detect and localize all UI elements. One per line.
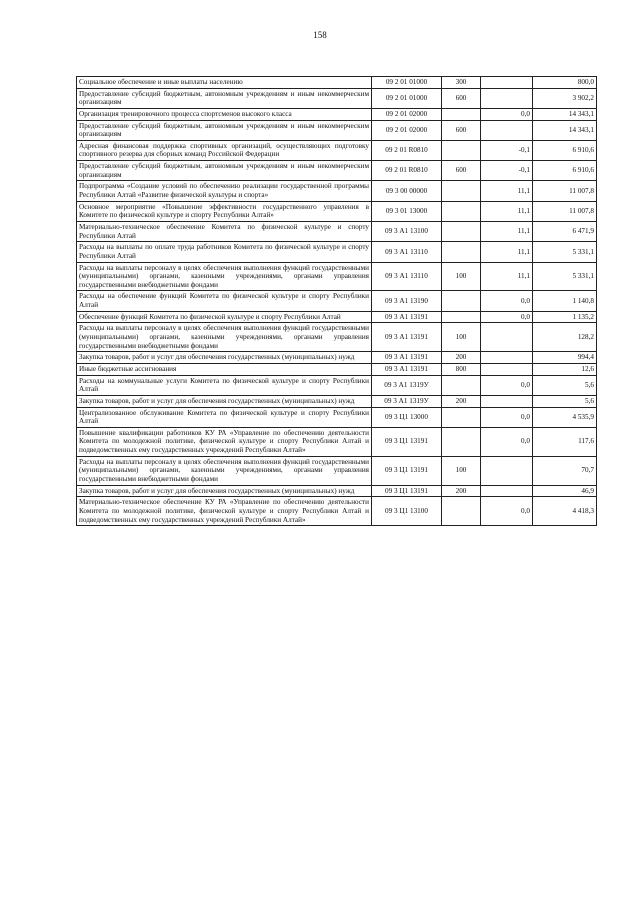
- row-total-cell: 5,6: [533, 375, 597, 395]
- row-name-cell: Расходы на коммунальные услуги Комитета по физической культуре и спорту Республики Алтай: [77, 375, 372, 395]
- row-code-cell: 09 2 01 R0810: [372, 161, 442, 181]
- page-number: 158: [313, 30, 327, 40]
- table-row: [77, 497, 597, 526]
- table-row: [77, 311, 597, 323]
- row-total-cell: 70,7: [533, 456, 597, 485]
- table-row: [77, 375, 597, 395]
- row-code-cell: 09 3 Ц1 13191: [372, 456, 442, 485]
- row-change-cell: 11,1: [481, 181, 533, 201]
- row-expense-type-cell: [442, 221, 481, 241]
- row-expense-type-cell: [442, 375, 481, 395]
- budget-table: [76, 76, 597, 526]
- row-code-cell: 09 3 А1 13110: [372, 262, 442, 291]
- row-total-cell: 994,4: [533, 352, 597, 364]
- row-total-cell: 5 331,1: [533, 242, 597, 262]
- table-row: [77, 77, 597, 89]
- table-row: [77, 456, 597, 485]
- table-row: [77, 120, 597, 140]
- row-total-cell: 128,2: [533, 323, 597, 352]
- row-name-cell: Подпрограмма «Создание условий по обеспечению реализации государственной программы Республики Алтай «Развитие физической культуры и спорта»: [77, 181, 372, 201]
- row-code-cell: 09 3 01 13000: [372, 201, 442, 221]
- row-change-cell: [481, 395, 533, 407]
- row-code-cell: 09 2 01 R0810: [372, 140, 442, 160]
- row-code-cell: 09 3 А1 13110: [372, 242, 442, 262]
- row-change-cell: 0,0: [481, 427, 533, 456]
- row-expense-type-cell: [442, 311, 481, 323]
- row-change-cell: 11,1: [481, 242, 533, 262]
- row-expense-type-cell: [442, 108, 481, 120]
- table-row: [77, 140, 597, 160]
- row-total-cell: 5,6: [533, 395, 597, 407]
- row-code-cell: 09 3 А1 13191: [372, 311, 442, 323]
- row-total-cell: 6 910,6: [533, 140, 597, 160]
- row-name-cell: Предоставление субсидий бюджетным, автономным учреждениям и иным некоммерческим организациям: [77, 88, 372, 108]
- row-name-cell: Иные бюджетные ассигнования: [77, 363, 372, 375]
- row-change-cell: [481, 485, 533, 497]
- row-code-cell: 09 3 А1 1319У: [372, 395, 442, 407]
- row-name-cell: Закупка товаров, работ и услуг для обеспечения государственных (муниципальных) нужд: [77, 395, 372, 407]
- row-expense-type-cell: [442, 242, 481, 262]
- row-change-cell: 11,1: [481, 221, 533, 241]
- row-change-cell: -0,1: [481, 140, 533, 160]
- row-change-cell: [481, 77, 533, 89]
- row-total-cell: 4 418,3: [533, 497, 597, 526]
- row-total-cell: 6 471,9: [533, 221, 597, 241]
- table-row: [77, 221, 597, 241]
- row-expense-type-cell: 100: [442, 456, 481, 485]
- row-name-cell: Повышение квалификации работников КУ РА «Управление по обеспечению деятельности Комитета по молодежной политике, физической культуре и спорту Республики Алтай и подведомственных ему государственных учреждений Республики Алтай»: [77, 427, 372, 456]
- row-code-cell: 09 3 Ц1 13000: [372, 407, 442, 427]
- row-change-cell: 0,0: [481, 407, 533, 427]
- row-total-cell: 117,6: [533, 427, 597, 456]
- row-expense-type-cell: [442, 427, 481, 456]
- row-code-cell: 09 3 А1 1319У: [372, 375, 442, 395]
- row-total-cell: 12,6: [533, 363, 597, 375]
- row-expense-type-cell: [442, 291, 481, 311]
- row-change-cell: -0,1: [481, 161, 533, 181]
- table-row: [77, 108, 597, 120]
- row-expense-type-cell: [442, 201, 481, 221]
- row-expense-type-cell: 200: [442, 485, 481, 497]
- row-expense-type-cell: 100: [442, 323, 481, 352]
- row-name-cell: Материально-техническое обеспечение КУ РА «Управление по обеспечению деятельности Комитета по молодежной политике, физической культуре и спорту Республики Алтай и подведомственных ему государственных учреждений Республики Алтай»: [77, 497, 372, 526]
- row-expense-type-cell: 600: [442, 88, 481, 108]
- row-code-cell: 09 3 Ц1 13191: [372, 427, 442, 456]
- row-total-cell: 4 535,9: [533, 407, 597, 427]
- row-code-cell: 09 2 01 02000: [372, 108, 442, 120]
- row-total-cell: 3 902,2: [533, 88, 597, 108]
- row-change-cell: 11,1: [481, 262, 533, 291]
- row-expense-type-cell: 200: [442, 395, 481, 407]
- row-code-cell: 09 3 А1 13191: [372, 363, 442, 375]
- table-row: [77, 363, 597, 375]
- row-total-cell: 5 331,1: [533, 262, 597, 291]
- row-total-cell: 46,9: [533, 485, 597, 497]
- row-total-cell: 800,0: [533, 77, 597, 89]
- row-expense-type-cell: 200: [442, 352, 481, 364]
- row-expense-type-cell: [442, 181, 481, 201]
- table-row: [77, 407, 597, 427]
- table-row: [77, 161, 597, 181]
- row-change-cell: [481, 120, 533, 140]
- row-code-cell: 09 3 Ц1 13191: [372, 485, 442, 497]
- table-row: [77, 291, 597, 311]
- row-name-cell: Централизованное обслуживание Комитета по физической культуре и спорту Республики Алтай: [77, 407, 372, 427]
- row-code-cell: 09 3 А1 13190: [372, 291, 442, 311]
- row-change-cell: [481, 363, 533, 375]
- row-change-cell: [481, 456, 533, 485]
- row-expense-type-cell: [442, 497, 481, 526]
- row-change-cell: 0,0: [481, 497, 533, 526]
- table-row: [77, 427, 597, 456]
- row-name-cell: Предоставление субсидий бюджетным, автономным учреждениям и иным некоммерческим организациям: [77, 120, 372, 140]
- row-name-cell: Адресная финансовая поддержка спортивных организаций, осуществляющих подготовку спортивного резерва для сборных команд Российской Федерации: [77, 140, 372, 160]
- row-code-cell: 09 2 01 01000: [372, 88, 442, 108]
- row-change-cell: 11,1: [481, 201, 533, 221]
- row-total-cell: 1 135,2: [533, 311, 597, 323]
- row-name-cell: Обеспечение функций Комитета по физической культуре и спорту Республики Алтай: [77, 311, 372, 323]
- row-expense-type-cell: [442, 140, 481, 160]
- row-name-cell: Расходы на выплаты персоналу в целях обеспечения выполнения функций государственными (муниципальными) органами, казенными учреждениями, органами управления государственными внебюджетными фондами: [77, 456, 372, 485]
- table-row: [77, 88, 597, 108]
- row-change-cell: 0,0: [481, 375, 533, 395]
- row-name-cell: Закупка товаров, работ и услуг для обеспечения государственных (муниципальных) нужд: [77, 485, 372, 497]
- row-expense-type-cell: 600: [442, 161, 481, 181]
- row-code-cell: 09 2 01 02000: [372, 120, 442, 140]
- row-expense-type-cell: 600: [442, 120, 481, 140]
- row-change-cell: 0,0: [481, 311, 533, 323]
- row-code-cell: 09 3 А1 13191: [372, 352, 442, 364]
- row-total-cell: 14 343,1: [533, 108, 597, 120]
- row-total-cell: 11 007,8: [533, 201, 597, 221]
- table-row: [77, 323, 597, 352]
- row-code-cell: 09 3 Ц1 13100: [372, 497, 442, 526]
- row-total-cell: 1 140,8: [533, 291, 597, 311]
- row-change-cell: [481, 352, 533, 364]
- row-expense-type-cell: 100: [442, 262, 481, 291]
- row-name-cell: Расходы на выплаты по оплате труда работников Комитета по физической культуре и спорту Республики Алтай: [77, 242, 372, 262]
- row-change-cell: 0,0: [481, 291, 533, 311]
- table-row: [77, 262, 597, 291]
- row-expense-type-cell: 300: [442, 77, 481, 89]
- row-total-cell: 6 910,6: [533, 161, 597, 181]
- row-total-cell: 14 343,1: [533, 120, 597, 140]
- row-change-cell: [481, 323, 533, 352]
- row-change-cell: [481, 88, 533, 108]
- row-name-cell: Расходы на выплаты персоналу в целях обеспечения выполнения функций государственными (муниципальными) органами, казенными учреждениями, органами управления государственными внебюджетными фондами: [77, 323, 372, 352]
- row-code-cell: 09 3 А1 13100: [372, 221, 442, 241]
- row-name-cell: Социальное обеспечение и иные выплаты населению: [77, 77, 372, 89]
- row-name-cell: Закупка товаров, работ и услуг для обеспечения государственных (муниципальных) нужд: [77, 352, 372, 364]
- row-name-cell: Предоставление субсидий бюджетным, автономным учреждениям и иным некоммерческим организациям: [77, 161, 372, 181]
- table-row: [77, 395, 597, 407]
- table-row: [77, 181, 597, 201]
- row-name-cell: Материально-техническое обеспечение Комитета по физической культуре и спорту Республики Алтай: [77, 221, 372, 241]
- row-name-cell: Расходы на выплаты персоналу в целях обеспечения выполнения функций государственными (муниципальными) органами, казенными учреждениями, органами управления государственными внебюджетными фондами: [77, 262, 372, 291]
- table-row: [77, 485, 597, 497]
- row-expense-type-cell: [442, 407, 481, 427]
- table-row: [77, 201, 597, 221]
- table-row: [77, 242, 597, 262]
- row-total-cell: 11 007,8: [533, 181, 597, 201]
- row-code-cell: 09 3 А1 13191: [372, 323, 442, 352]
- row-change-cell: 0,0: [481, 108, 533, 120]
- row-code-cell: 09 2 01 01000: [372, 77, 442, 89]
- row-code-cell: 09 3 00 00000: [372, 181, 442, 201]
- table-row: [77, 352, 597, 364]
- row-name-cell: Расходы на обеспечение функций Комитета по физической культуре и спорту Республики Алтай: [77, 291, 372, 311]
- row-name-cell: Основное мероприятие «Повышение эффективности государственного управления в Комитете по физической культуре и спорту Республики Алтай»: [77, 201, 372, 221]
- row-expense-type-cell: 800: [442, 363, 481, 375]
- row-name-cell: Организация тренировочного процесса спортсменов высокого класса: [77, 108, 372, 120]
